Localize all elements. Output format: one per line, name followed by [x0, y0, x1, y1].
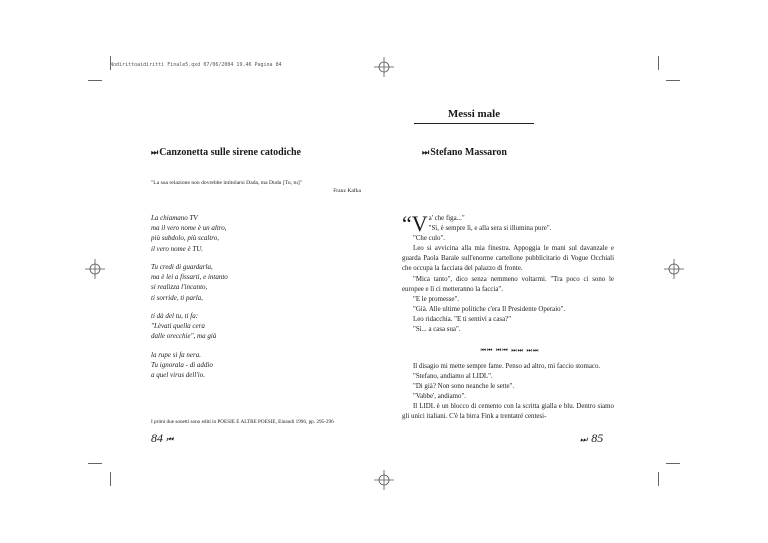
epigraph-quote: "La sua relazione non dovrebbe intitolarsi Dada, ma Dudu [Tu, tu]"	[151, 180, 303, 186]
poem-line: il vero nome è TU.	[151, 244, 204, 253]
paragraph: “Va' che figa..." "Sì, è sempre lì, e alla sera si illumina pure".	[402, 211, 552, 236]
page-number-text: 84	[151, 431, 163, 445]
paragraph: Il disagio mi mette sempre fame. Penso ad altro, mi faccio stomaco.	[413, 363, 601, 370]
running-title-rule	[414, 123, 534, 124]
story-text-part-2	[402, 362, 614, 423]
poem-stanza	[151, 262, 311, 303]
poem-line: si realizza l'incanto,	[151, 283, 208, 292]
epigraph	[151, 179, 361, 195]
poem-line: ti sorride, ti parla,	[151, 293, 203, 302]
poem-line: più subdolo, più scaltro,	[151, 234, 219, 243]
poem-stanza	[151, 213, 311, 254]
poem-line: Tu credi di guardarla,	[151, 263, 213, 271]
poem-line: ti dà del tu, ti fa:	[151, 312, 199, 320]
crop-mark	[666, 463, 680, 464]
left-section-title	[151, 147, 301, 158]
paragraph: "Già. Alle ultime politiche c'era Il Presidente Operaio".	[413, 305, 566, 313]
registration-mark-icon	[374, 57, 394, 77]
right-section-title	[422, 147, 507, 158]
left-section-title-text: Canzonetta sulle sirene catodiche	[159, 147, 301, 158]
registration-mark-icon	[374, 470, 394, 490]
author-name: Stefano Massaron	[430, 147, 507, 158]
poem-line: "Lèvati quella cera	[151, 322, 205, 331]
poem-stanza	[151, 311, 311, 342]
footnote: I primi due sonetti sono editi in POESIE E ALTRE POESIE, Einaudi 1996, pp. 295-296	[151, 419, 334, 425]
paragraph: "Che culo".	[413, 235, 446, 243]
crop-mark	[658, 56, 659, 70]
crop-mark	[666, 80, 680, 81]
page-number-text: 85	[591, 431, 604, 445]
paragraph: "Sì... a casa sua".	[413, 326, 461, 334]
paragraph: "Di già? Non sono neanche le sette".	[413, 383, 515, 391]
poem-line: la rupe si fa nera.	[151, 351, 201, 359]
paragraph: "Vabbe', andiamo".	[413, 393, 466, 401]
registration-mark-icon	[85, 259, 105, 279]
section-break-ornament: ⏮⏮ ⏮⏮ ⏭⏭ ⏭⏭	[480, 348, 540, 354]
drop-cap: “V	[402, 211, 428, 236]
page-number-right	[580, 431, 603, 446]
poem-line: a quel virus dell'io.	[151, 371, 205, 380]
skip-forward-icon: ⏭	[151, 148, 159, 157]
poem-line: Tu ignorala - di addio	[151, 361, 213, 370]
crop-mark	[110, 472, 111, 486]
paragraph: Leo si avvicina alla mia finestra. Appoggia le mani sul davanzale e guarda Paola Barale sull'enorme cartellone pubblicitario di Vogue Occhiali che occupa la facciata del palazzo di fronte.	[402, 245, 614, 273]
registration-mark-icon	[664, 259, 684, 279]
poem-line: ma il vero nome è un altro,	[151, 224, 227, 233]
file-slug: Nodirittoaidiritti Finale5.qxd 07/06/2004 19.46 Pagina 84	[110, 62, 282, 68]
poem-stanza	[151, 350, 311, 381]
running-title: Messi male	[447, 108, 501, 120]
epigraph-attribution: Franz Kafka	[333, 188, 361, 194]
skip-back-icon: ⏮	[166, 435, 174, 444]
paragraph: Leo ridacchia. "E ti sentivi a casa?"	[413, 315, 512, 323]
paragraph: "Stefano, andiamo al LIDL".	[413, 373, 493, 381]
poem-line: ma è lei a fissarti, e intanto	[151, 273, 228, 282]
skip-forward-icon: ⏭	[422, 148, 430, 157]
skip-forward-icon: ⏭	[580, 435, 588, 444]
crop-mark	[110, 56, 111, 70]
crop-mark	[88, 80, 102, 81]
paragraph: Il LIDL è un blocco di cemento con la scritta gialla e blu. Dentro siamo gli unici italiani. C'è la birra Fink a trentatré centesi-	[402, 403, 614, 421]
poem-line: La chiamano TV	[151, 214, 198, 222]
crop-mark	[88, 463, 102, 464]
page-number-left	[151, 431, 174, 446]
poem-line: dalle orecchie", ma già	[151, 332, 217, 341]
crop-mark	[658, 472, 659, 486]
paragraph: "E le promesse".	[413, 295, 460, 303]
paragraph: "Mica tanto", dico senza nemmeno voltarmi. "Tra poco ci sono le europee e lì ci metteranno la faccia".	[402, 275, 614, 293]
story-text-part-1	[402, 211, 614, 335]
